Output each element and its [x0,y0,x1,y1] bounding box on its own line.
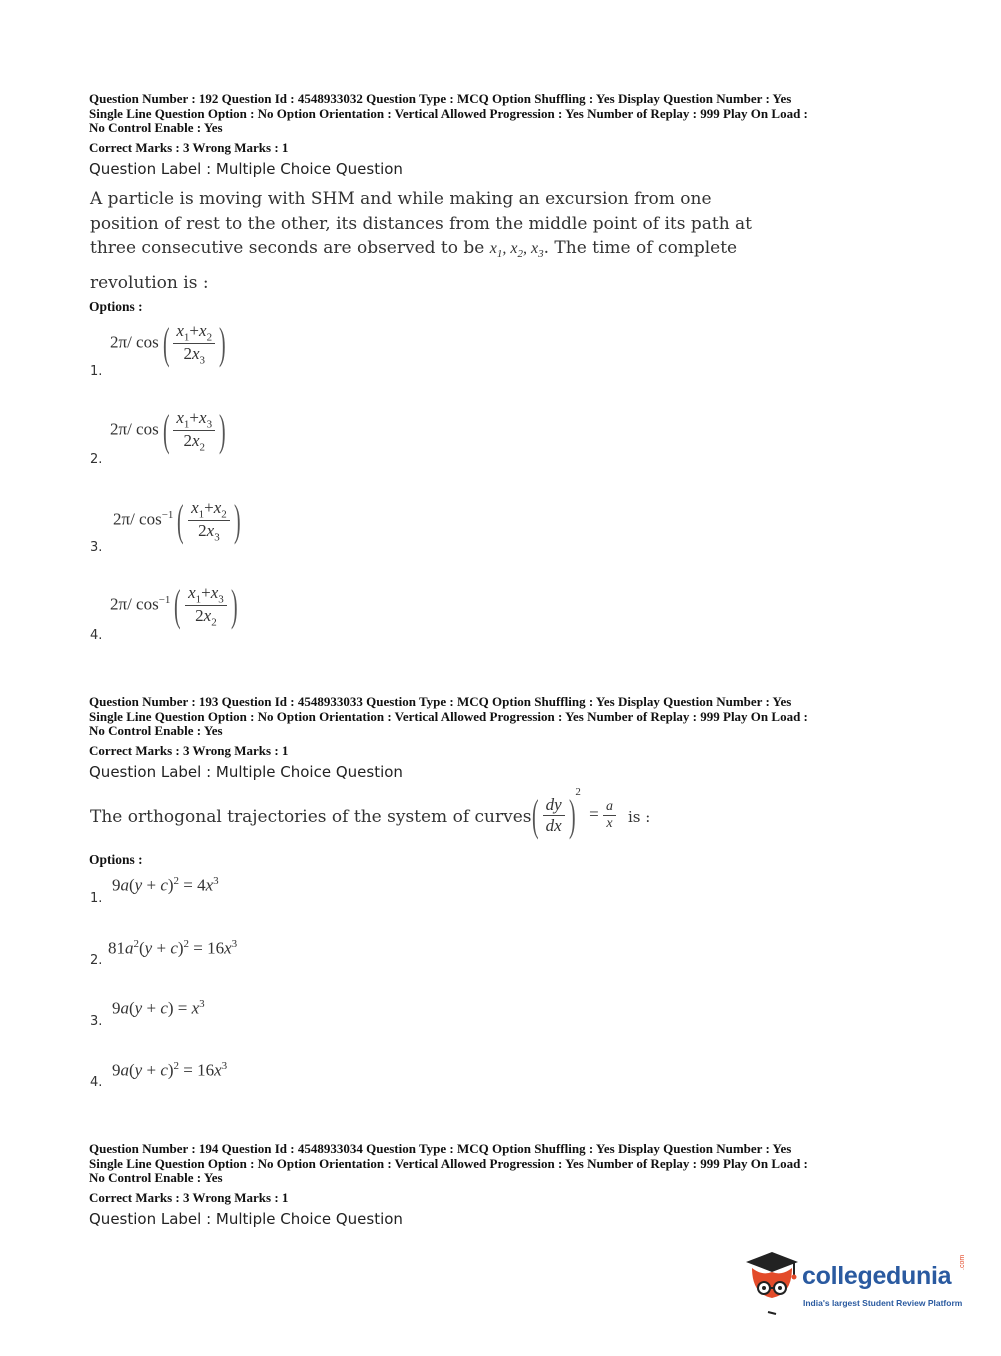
option-2-number: 2. [90,953,103,968]
options-heading: Options : [89,852,143,867]
option-4-formula: 2π/ $\cos^{-1}$( $\frac{x_1+x_3}{2x_2}$ ) [110,581,238,630]
mascot-icon [742,1246,800,1316]
variables-x1-x2-x3: $x_1$, $x_2$, $x_3$ [489,240,544,261]
options-heading: Options : [89,299,143,314]
question-194-label: Question Label : Multiple Choice Question [89,1210,403,1228]
question-192-label: Question Label : Multiple Choice Question [89,160,403,178]
meta-line: Single Line Question Option : No Option Orientation : Vertical Allowed Progression : Yes Number of Replay : 999 Play On Load : [89,105,808,121]
question-194-meta [89,1142,919,1186]
question-192-text [90,187,790,295]
question-192-meta [89,92,919,136]
question-text-fragment: three consecutive seconds are observed to be [90,238,485,258]
option-2-formula: $81a^2(y + c)^2 = 16x^3$ [108,938,238,958]
question-text-line: revolution is : [90,272,209,293]
meta-line: No Control Enable : Yes [89,1170,223,1185]
question-text-fragment: The orthogonal trajectories of the system of curves [90,807,532,827]
option-3-formula: 2π/ $\cos^{-1}$( $\frac{x_1+x_2}{2x_3}$ ) [113,496,241,545]
question-text-line: position of rest to the other, its distances from the middle point of its path at [90,213,753,234]
meta-line: Single Line Question Option : No Option Orientation : Vertical Allowed Progression : Yes Number of Replay : 999 Play On Load : [89,708,808,724]
option-3-number: 3. [90,1014,103,1029]
differential-equation: ( $\frac{dy}{dx}$ )$^2$ = $\frac{a}{x}$ [528,790,616,841]
collegedunia-logo [742,1246,972,1316]
logo-wordmark: collegedunia [802,1262,952,1290]
question-192-marks: Correct Marks : 3 Wrong Marks : 1 [89,140,289,155]
question-193-marks: Correct Marks : 3 Wrong Marks : 1 [89,743,289,758]
question-194-marks: Correct Marks : 3 Wrong Marks : 1 [89,1190,289,1205]
logo-tagline: India's largest Student Review Platform [803,1298,963,1308]
option-1-formula: $9a(y + c)^2 = 4x^3$ [112,875,219,895]
meta-line: Question Number : 194 Question Id : 4548933034 Question Type : MCQ Option Shuffling : Yes Display Question Number : Yes [89,1141,792,1156]
question-193-text [90,785,710,850]
meta-line: Single Line Question Option : No Option Orientation : Vertical Allowed Progression : Yes Number of Replay : 999 Play On Load : [89,1155,808,1171]
question-text-line: A particle is moving with SHM and while making an excursion from one [90,189,712,209]
question-193-label: Question Label : Multiple Choice Question [89,763,403,781]
question-text-fragment: is : [628,808,651,826]
meta-line: No Control Enable : Yes [89,723,223,738]
question-text-line [90,236,790,267]
question-193-meta [89,695,919,739]
option-3-number: 3. [90,540,103,555]
option-1-number: 1. [90,891,103,906]
meta-line: Question Number : 192 Question Id : 4548933032 Question Type : MCQ Option Shuffling : Yes Display Question Number : Yes [89,91,792,106]
option-4-formula: $9a(y + c)^2 = 16x^3$ [112,1060,228,1080]
option-2-formula: 2π/ cos( $\frac{x_1+x_3}{2x_2}$ ) [110,406,226,455]
option-2-number: 2. [90,452,103,467]
question-text-fragment: . The time of complete [543,238,738,258]
option-1-number: 1. [90,364,103,379]
option-1-formula: 2π/ cos( $\frac{x_1+x_2}{2x_3}$ ) [110,319,226,368]
option-3-formula: $9a(y + c) = x^3$ [112,998,205,1018]
meta-line: No Control Enable : Yes [89,120,223,135]
meta-line: Question Number : 193 Question Id : 4548933033 Question Type : MCQ Option Shuffling : Yes Display Question Number : Yes [89,694,792,709]
logo-suffix: .com [959,1254,966,1270]
option-4-number: 4. [90,1075,103,1090]
option-4-number: 4. [90,628,103,643]
